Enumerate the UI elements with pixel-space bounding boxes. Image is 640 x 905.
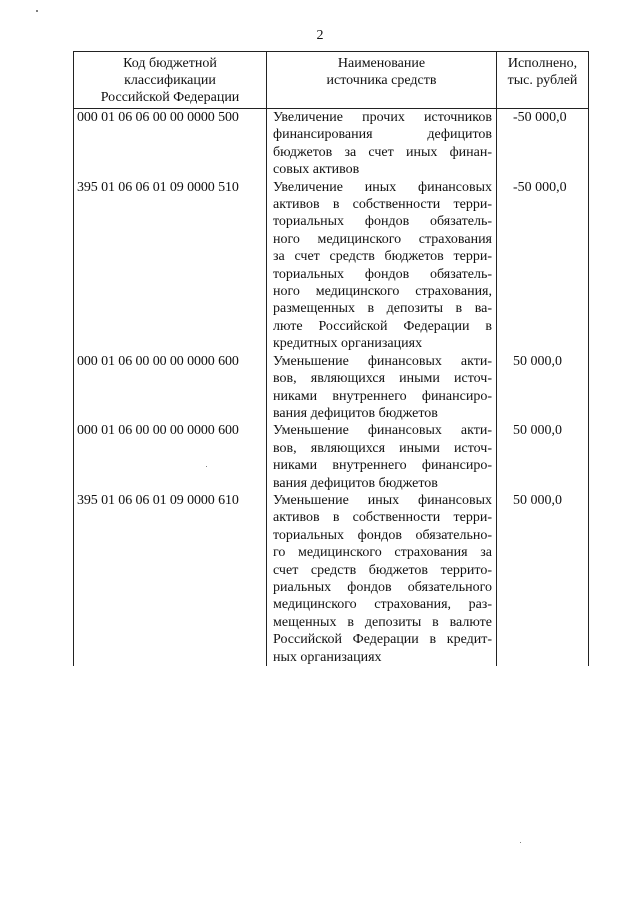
source-name-line: бюджетов за счет иных финан- xyxy=(273,144,492,160)
source-name-line: вов, являющихся иными источ- xyxy=(273,371,492,387)
source-name-line: Увеличение иных финансовых xyxy=(273,179,492,195)
budget-code-cell: 000 01 06 00 00 00 0000 600 xyxy=(74,353,267,423)
source-name-line: Уменьшение иных финансовых xyxy=(273,492,492,508)
budget-code-cell: 395 01 06 06 01 09 0000 510 xyxy=(74,179,267,353)
source-name-line: мещенных в депозиты в валюте xyxy=(273,614,492,630)
header-code-line: Российской Федерации xyxy=(100,90,240,105)
header-row xyxy=(74,52,589,109)
source-name-line: кредитных организациях xyxy=(273,336,423,352)
source-name-line: ного медицинского страхования, xyxy=(273,284,492,300)
source-name-line: никами внутреннего финансиро- xyxy=(273,388,492,404)
source-name-cell xyxy=(267,492,497,666)
header-amount-line: Исполнено, xyxy=(507,56,578,71)
source-name-line: вания дефицитов бюджетов xyxy=(273,405,438,421)
source-name-line: риальных фондов обязательного xyxy=(273,579,492,595)
source-name-line: за счет средств бюджетов терри- xyxy=(273,249,492,265)
header-name-line: Наименование xyxy=(337,56,426,71)
source-name-line: ториальных фондов обязательно- xyxy=(273,527,492,543)
source-name-line: активов в собственности терри- xyxy=(273,510,492,526)
table-header xyxy=(74,52,589,109)
source-name-line: ториальных фондов обязатель- xyxy=(273,214,492,230)
amount-cell: -50 000,0 xyxy=(497,179,589,353)
source-name-line: счет средств бюджетов террито- xyxy=(273,562,492,578)
source-name-line: люте Российской Федерации в xyxy=(273,318,492,334)
table-row xyxy=(74,422,589,492)
header-name xyxy=(267,52,497,109)
budget-sources-table xyxy=(73,51,589,666)
source-name-line: медицинского страхования, раз- xyxy=(273,597,492,613)
table-body xyxy=(74,109,589,667)
source-name-line: ного медицинского страхования xyxy=(273,231,492,247)
amount-cell: 50 000,0 xyxy=(497,492,589,666)
source-name-cell xyxy=(267,179,497,353)
source-name-line: го медицинского страхования за xyxy=(273,545,492,561)
page-number: 2 xyxy=(316,28,324,43)
source-name-line: Уменьшение финансовых акти- xyxy=(273,353,492,369)
header-code-line: классификации xyxy=(124,73,216,88)
amount-cell: 50 000,0 xyxy=(497,353,589,423)
source-name-line: вания дефицитов бюджетов xyxy=(273,475,438,491)
table-row xyxy=(74,492,589,666)
source-name-line: совых активов xyxy=(273,162,360,178)
scan-speck xyxy=(36,10,38,12)
header-name-line: источника средств xyxy=(326,73,437,88)
table-row xyxy=(74,179,589,353)
table-row xyxy=(74,353,589,423)
source-name-line: никами внутреннего финансиро- xyxy=(273,458,492,474)
source-name-cell xyxy=(267,353,497,423)
amount-cell: -50 000,0 xyxy=(497,109,589,179)
budget-code-cell: 000 01 06 06 00 00 0000 500 xyxy=(74,109,267,179)
source-name-line: ториальных фондов обязатель- xyxy=(273,266,492,282)
source-name-line: Российской Федерации в кредит- xyxy=(273,632,492,648)
budget-code-cell: 000 01 06 00 00 00 0000 600 xyxy=(74,422,267,492)
scan-speck xyxy=(520,842,521,843)
scan-speck xyxy=(206,466,207,467)
source-name-line: Увеличение прочих источников xyxy=(273,110,492,125)
source-name-cell xyxy=(267,422,497,492)
source-name-line: финансирования дефицитов xyxy=(273,127,492,143)
source-name-cell xyxy=(267,109,497,179)
header-amount xyxy=(497,52,589,109)
amount-cell: 50 000,0 xyxy=(497,422,589,492)
source-name-line: Уменьшение финансовых акти- xyxy=(273,423,492,439)
header-amount-line: тыс. рублей xyxy=(507,73,578,88)
header-code-line: Код бюджетной xyxy=(123,56,217,71)
source-name-line: вов, являющихся иными источ- xyxy=(273,440,492,456)
source-name-line: ных организациях xyxy=(273,649,382,665)
budget-code-cell: 395 01 06 06 01 09 0000 610 xyxy=(74,492,267,666)
source-name-line: активов в собственности терри- xyxy=(273,197,492,213)
source-name-line: размещенных в депозиты в ва- xyxy=(273,301,492,317)
header-code xyxy=(74,52,267,109)
table-row xyxy=(74,109,589,179)
